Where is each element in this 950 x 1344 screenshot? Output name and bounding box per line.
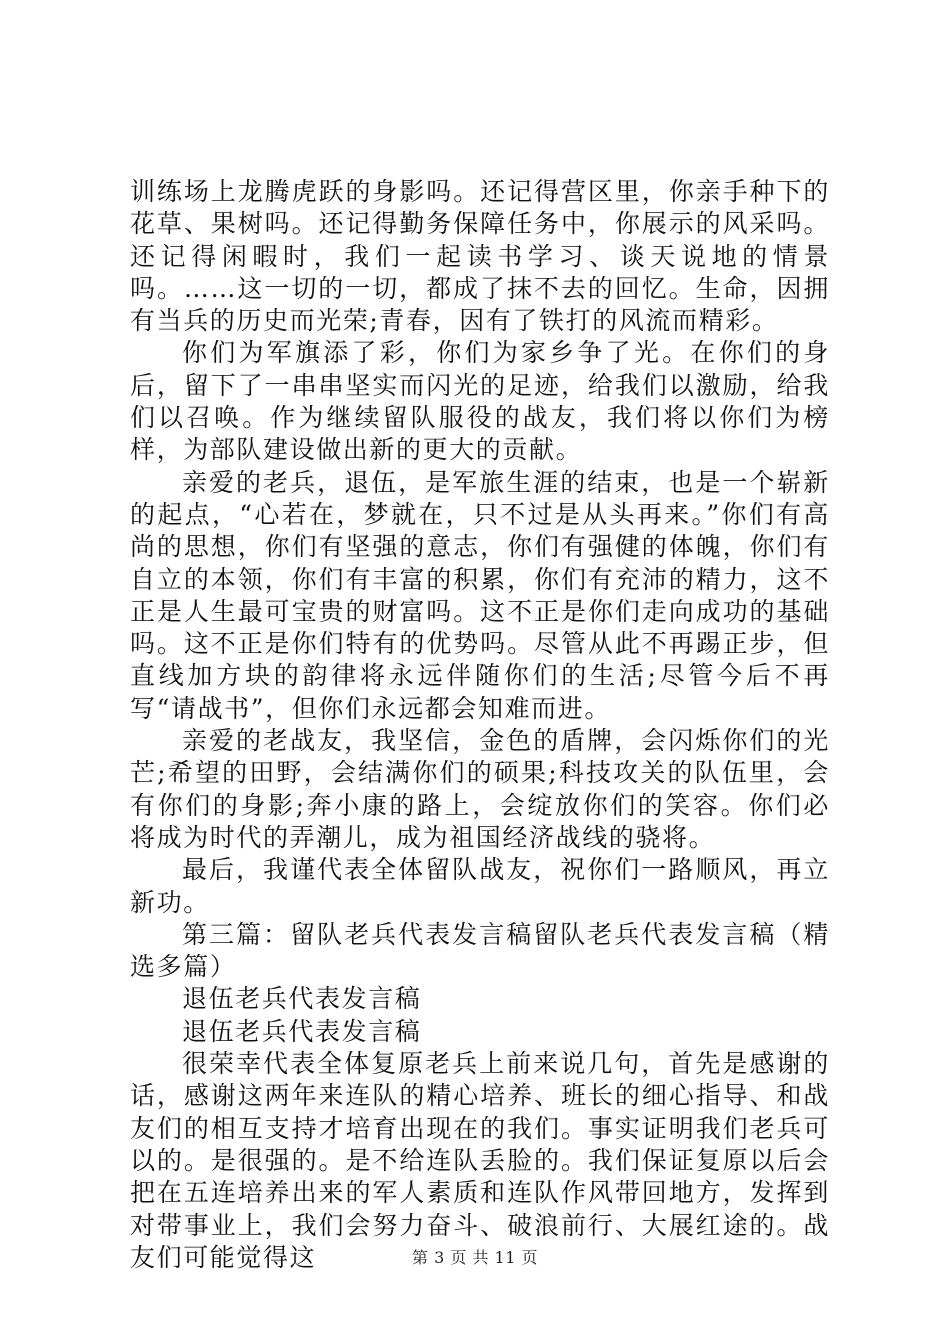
document-body [130, 176, 830, 1274]
paragraph: 亲爱的老战友，我坚信，金色的盾牌，会闪烁你们的光芒;希望的田野，会结满你们的硕果;科技攻关的队伍里，会有你们的身影;奔小康的路上，会绽放你们的笑容。你们必将成为时代的弄潮儿，成为祖国经济战线的骁将。 [130, 726, 830, 852]
subheading: 退伍老兵代表发言稿 [182, 1016, 422, 1046]
paragraph: 你们为军旗添了彩，你们为家乡争了光。在你们的身后，留下了一串串坚实而闪光的足迹，给我们以激励，给我们以召唤。作为继续留队服役的战友，我们将以你们为榜样，为部队建设做出新的更大的贡献。 [130, 338, 830, 465]
section-heading: 第三篇：留队老兵代表发言稿留队老兵代表发言稿（精选多篇） [130, 919, 830, 982]
subheading: 退伍老兵代表发言稿 [182, 984, 422, 1014]
paragraph-continued: 训练场上龙腾虎跃的身影吗。还记得营区里，你亲手种下的花草、果树吗。还记得勤务保障任务中，你展示的风采吗。还记得闲暇时，我们一起读书学习、谈天说地的情景吗。……这一切的一切，都成了抹不去的回忆。生命，因拥有当兵的历史而光荣;青春，因有了铁打的风流而精彩。 [130, 177, 830, 336]
paragraph: 亲爱的老兵，退伍，是军旅生涯的结束，也是一个崭新的起点，“心若在，梦就在，只不过是从头再来。”你们有高尚的思想，你们有坚强的意志，你们有强健的体魄，你们有自立的本领，你们有丰富的积累，你们有充沛的精力，这不正是人生最可宝贵的财富吗。这不正是你们走向成功的基础吗。这不正是你们特有的优势吗。尽管从此不再踢正步，但直线加方块的韵律将永远伴随你们的生活;尽管今后不再写“请战书”，但你们永远都会知难而进。 [130, 467, 830, 723]
paragraph: 很荣幸代表全体复原老兵上前来说几句，首先是感谢的话，感谢这两年来连队的精心培养、班长的细心指导、和战友们的相互支持才培育出现在的我们。事实证明我们老兵可以的。是很强的。是不给连队丢脸的。我们保证复原以后会把在五连培养出来的军人素质和连队作风带回地方，发挥到对带事业上，我们会努力奋斗、破浪前行、大展红途的。战友们可能觉得这 [130, 1049, 830, 1272]
page-number-footer: 第 3 页 共 11 页 [412, 1248, 538, 1267]
paragraph: 最后，我谨代表全体留队战友，祝你们一路顺风，再立新功。 [130, 855, 830, 917]
